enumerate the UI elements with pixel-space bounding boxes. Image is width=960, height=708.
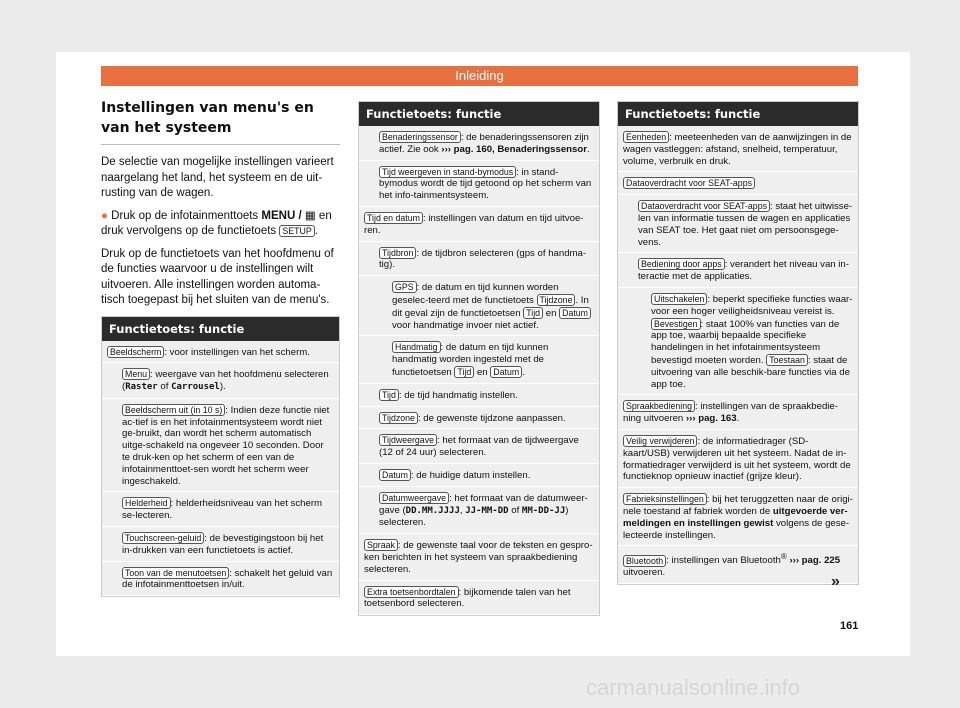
table-row: Touchscreen-geluid : de bevestigingstoon bij het in-drukken van een functietoets is actief.	[102, 527, 339, 562]
table-row: Extra toetsenbordtalen : bijkomende talen van het toetsenbord selecteren.	[359, 581, 599, 616]
section-title: Instellingen van menu's en van het systeem	[101, 98, 340, 145]
function-table-3	[617, 101, 859, 585]
intro-paragraph-2: ● Druk op de infotainmenttoets MENU / ▦ en druk vervolgens op de functietoets SETUP .	[101, 209, 332, 237]
table-row: Tijdweergave : het formaat van de tijdweergave (12 of 24 uur) selecteren.	[359, 429, 599, 464]
continue-arrow-icon: »	[831, 573, 840, 590]
table-row: Datumweergave : het formaat van de datumweer-gave (DD.MM.JJJJ, JJ-MM-DD of MM-DD-JJ) selecteren.	[359, 487, 599, 534]
table-row: Spraakbediening : instellingen van de spraakbedie-ning uitvoeren ››› pag. 163.	[618, 395, 858, 430]
section-header: Inleiding	[101, 66, 858, 86]
table-row: Eenheden : meeteenheden van de aanwijzingen in de wagen vastleggen: afstand, snelheid, temperatuur, volume, verbruik en druk.	[618, 126, 858, 172]
function-table-2	[358, 101, 600, 616]
table-row: Menu : weergave van het hoofdmenu selecteren (Raster of Carrousel).	[102, 363, 339, 399]
table-row: Spraak : de gewenste taal voor de teksten en gespro-ken berichten in het systeem van spraakbediening selecteren.	[359, 534, 599, 580]
table-row: Tijd weergeven in stand-bymodus : in stand-bymodus wordt de tijd getoond op het scherm van het info-tainmentsysteem.	[359, 161, 599, 207]
table-row: Tijd en datum : instellingen van datum en tijd uitvoe-ren.	[359, 207, 599, 242]
table-row: Uitschakelen : beperkt specifieke functies waar-voor een hoger veiligheidsniveau vereist is. Bevestigen : staat 100% van functies van de app toe, waarbij bepaalde specifieke handelingen in het infotainmentsysteem bevestigd moeten worden. Toestaan : staat de uitvoering van alle beschik-bare functies via de app toe.	[618, 288, 858, 395]
table-row: Tijdbron : de tijdbron selecteren (gps of handma-tig).	[359, 242, 599, 277]
intro-paragraph-3: Druk op de functietoets van het hoofdmenu of de functies waarvoor u de instellingen wilt uitvoeren. Alle instellingen worden automa-tisch toegepast bij het sluiten van de menu's.	[101, 247, 334, 306]
column-3	[617, 101, 859, 585]
menu-key: MENU /	[261, 209, 302, 222]
column-2	[358, 101, 600, 616]
table-row: Dataoverdracht voor SEAT-apps : staat het uitwisse-len van informatie tussen de wagen en applicaties van SEAT toe. Het gaat niet om persoonsgege-vens.	[618, 195, 858, 253]
intro-paragraph-1: De selectie van mogelijke instellingen varieert naargelang het land, het systeem en de uit-rusting van de wagen.	[101, 156, 334, 199]
table-row: Handmatig : de datum en tijd kunnen handmatig worden ingesteld met de functietoetsen Tijd en Datum .	[359, 336, 599, 383]
table-row: Datum : de huidige datum instellen.	[359, 464, 599, 487]
setup-key: SETUP	[279, 225, 314, 237]
grid-icon: ▦	[304, 209, 316, 222]
table-row: Helderheid : helderheidsniveau van het scherm se-lecteren.	[102, 492, 339, 527]
table-head: Functietoets: functie	[618, 102, 858, 126]
table-row: Fabrieksinstellingen : bij het teruggzetten naar de origi-nele toestand af fabriek worden de uitgevoerde ver-meldingen en instellingen gewist volgens de gese-lecteerde instellingen.	[618, 488, 858, 546]
table-row: Tijdzone : de gewenste tijdzone aanpassen.	[359, 407, 599, 430]
table-row: Beeldscherm : voor instellingen van het scherm.	[102, 341, 339, 364]
table-row: Tijd : de tijd handmatig instellen.	[359, 384, 599, 407]
table-head: Functietoets: functie	[359, 102, 599, 126]
table-row: Bluetooth : instellingen van Bluetooth® ››› pag. 225 uitvoeren.	[618, 546, 858, 584]
intro	[101, 155, 340, 309]
table-row: GPS : de datum en tijd kunnen worden geselec-teerd met de functietoets Tijdzone . In dit geval zijn de functietoetsen Tijd en Datum voor handmatige invoer niet actief.	[359, 276, 599, 336]
column-1	[101, 98, 340, 597]
table-row: Benaderingssensor : de benaderingssensoren zijn actief. Zie ook ››› pag. 160, Benaderingssensor.	[359, 126, 599, 161]
table-row: Beeldscherm uit (in 10 s) : Indien deze functie niet ac-tief is en het infotainmentsysteem wordt niet ge-bruikt, dan wordt het scherm automatisch uitge-schakeld na ongeveer 10 seconden. Door te druk-ken op het scherm of een van de infotainmenttoet-sen wordt het scherm weer ingeschakeld.	[102, 399, 339, 493]
watermark: carmanualsonline.info	[586, 675, 801, 700]
table-head: Functietoets: functie	[102, 317, 339, 341]
table-row: Veilig verwijderen : de informatiedrager (SD-kaart/USB) verwijderen uit het systeem. Nadat de in-formatiedrager verwijderd is uit het systeem, wordt de functieknop opnieuw inactief (grijze kleur).	[618, 430, 858, 488]
table-row: Bediening door apps : verandert het niveau van in-teractie met de applicaties.	[618, 253, 858, 288]
function-table-1	[101, 316, 340, 598]
page-number: 161	[840, 620, 859, 632]
table-row: Toon van de menutoetsen : schakelt het geluid van de infotainmenttoetsen in/uit.	[102, 562, 339, 597]
table-row: Dataoverdracht voor SEAT-apps	[618, 172, 858, 195]
bullet-icon: ●	[101, 209, 108, 222]
